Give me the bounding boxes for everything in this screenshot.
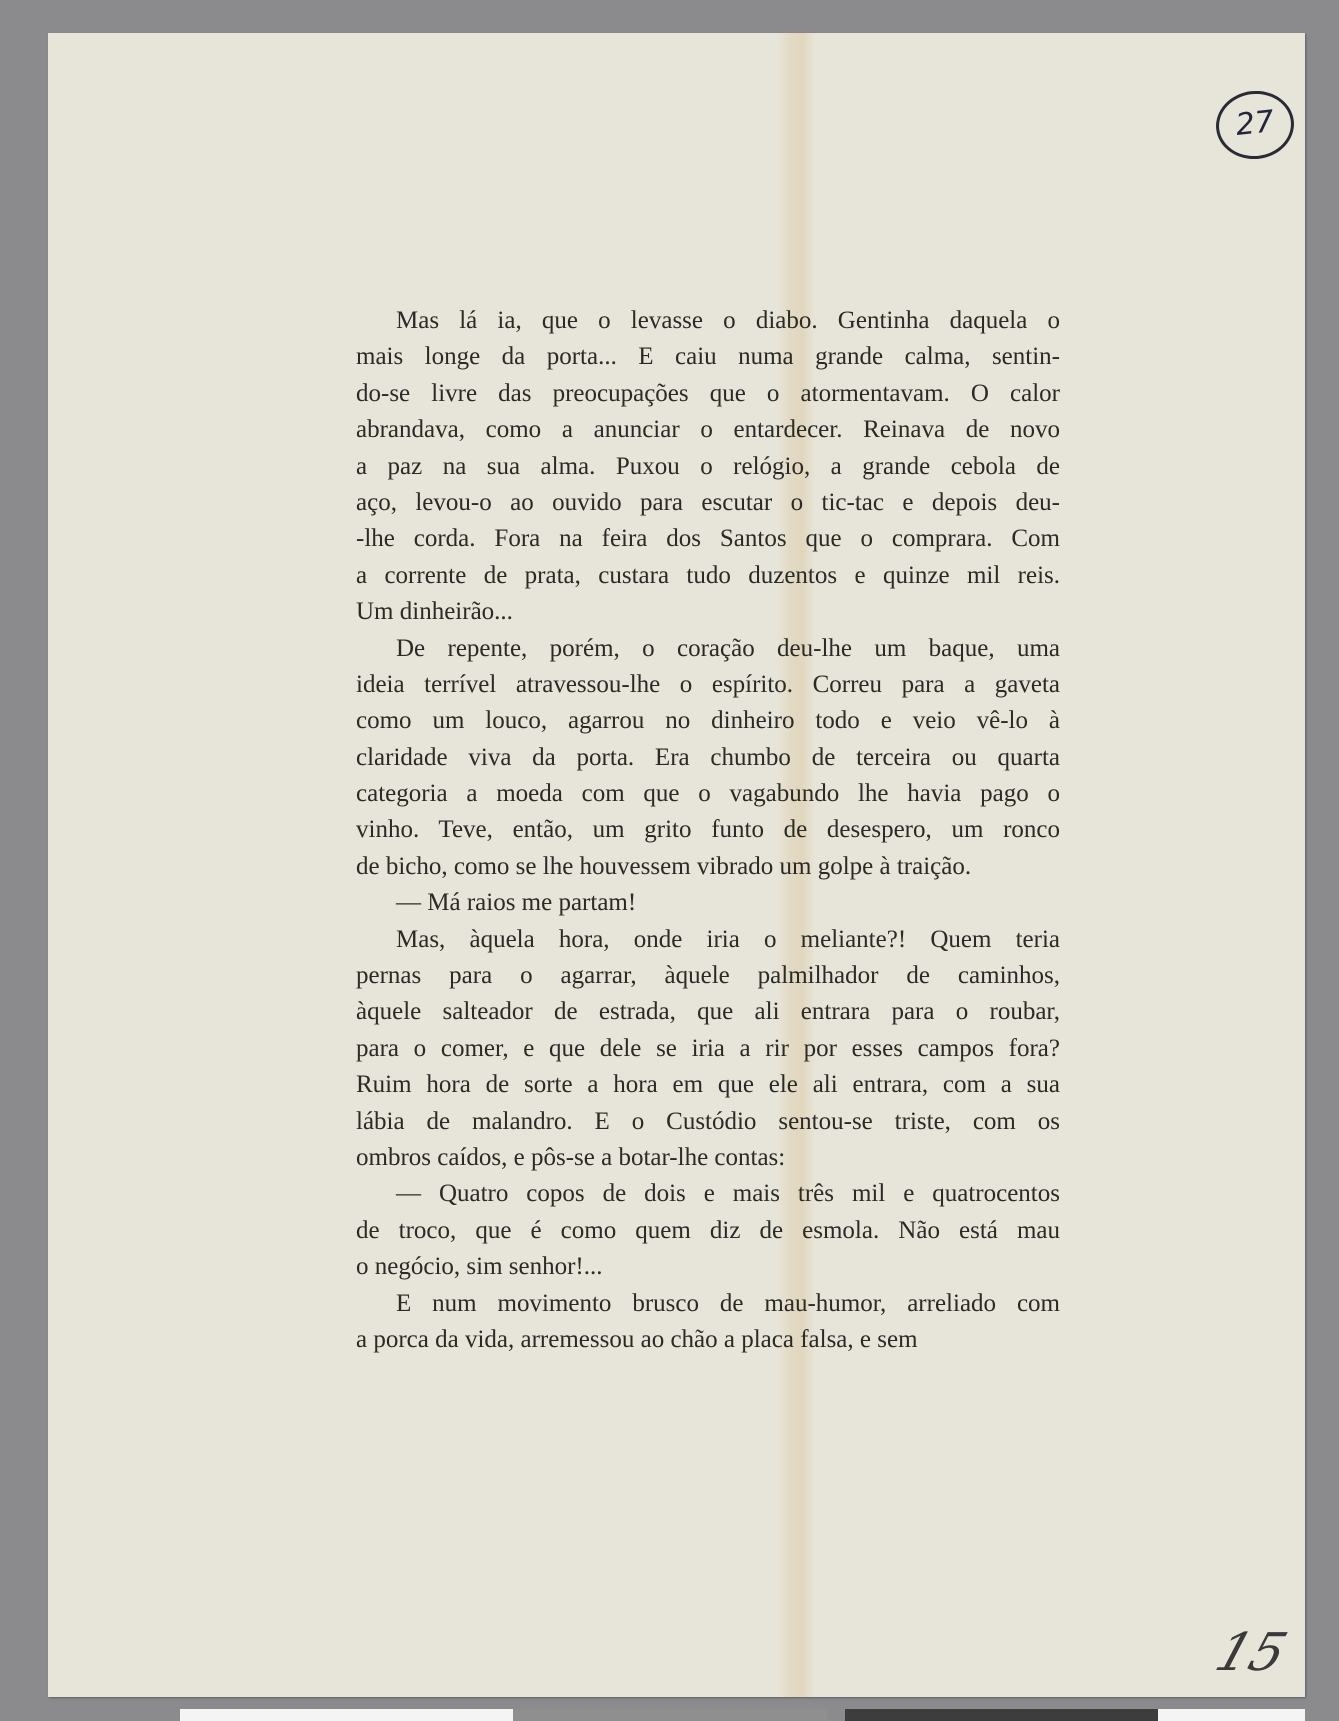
body-text [356,303,1060,1358]
text-line: aço, levou-o ao ouvido para escutar o tic-tac e depois deu- [356,488,1060,516]
text-line: lábia de malandro. E o Custódio sentou-se triste, com os [356,1107,1060,1135]
text-line: o negócio, sim senhor!... [356,1253,603,1281]
handwritten-page-number: 15 [1208,1623,1294,1683]
text-line: ombros caídos, e pôs-se a botar-lhe contas: [356,1143,786,1171]
text-line: pernas para o agarrar, àquele palmilhador de caminhos, [356,962,1060,990]
text-line: para o comer, e que dele se iria a rir por esses campos fora? [356,1034,1060,1062]
text-line: de bicho, como se lhe houvessem vibrado um golpe à traição. [356,852,972,880]
text-line: a paz na sua alma. Puxou o relógio, a grande cebola de [356,452,1060,480]
text-line: ideia terrível atravessou-lhe o espírito. Correu para a gaveta [356,670,1060,698]
text-line: a corrente de prata, custara tudo duzentos e quinze mil reis. [356,561,1060,589]
color-scale-white-2 [1158,1709,1305,1721]
text-line: àquele salteador de estrada, que ali entrara para o roubar, [356,998,1060,1026]
text-line: mais longe da porta... E caiu numa grande calma, sentin- [356,343,1060,371]
text-line: Ruim hora de sorte a hora em que ele ali entrara, com a sua [356,1071,1060,1099]
color-scale-gray [513,1709,827,1721]
text-line: como um louco, agarrou no dinheiro todo e veio vê-lo à [356,707,1060,735]
text-line: Um dinheirão... [356,598,513,626]
color-scale-white [180,1709,513,1721]
color-scale-dark [845,1709,1158,1721]
text-line: E num movimento brusco de mau-humor, arreliado com [396,1289,1060,1317]
text-line: De repente, porém, o coração deu-lhe um baque, uma [396,634,1060,662]
text-line: de troco, que é como quem diz de esmola. Não está mau [356,1216,1060,1244]
text-line: vinho. Teve, então, um grito funto de desespero, um ronco [356,816,1060,844]
text-line: a porca da vida, arremessou ao chão a placa falsa, e sem [356,1325,918,1353]
text-line: -lhe corda. Fora na feira dos Santos que o comprara. Com [356,525,1060,553]
folio-number-circled: 27 [1213,87,1298,163]
text-line: Mas, àquela hora, onde iria o meliante?! Quem teria [396,925,1060,953]
text-line: claridade viva da porta. Era chumbo de terceira ou quarta [356,743,1060,771]
text-line: — Quatro copos de dois e mais três mil e quatrocentos [396,1180,1060,1208]
text-line: abrandava, como a anunciar o entardecer. Reinava de novo [356,416,1060,444]
text-line: Mas lá ia, que o levasse o diabo. Gentinha daquela o [396,307,1060,334]
text-line: — Má raios me partam! [396,889,637,917]
text-line: do-se livre das preocupações que o atormentavam. O calor [356,379,1060,407]
text-line: categoria a moeda com que o vagabundo lhe havia pago o [356,780,1060,808]
